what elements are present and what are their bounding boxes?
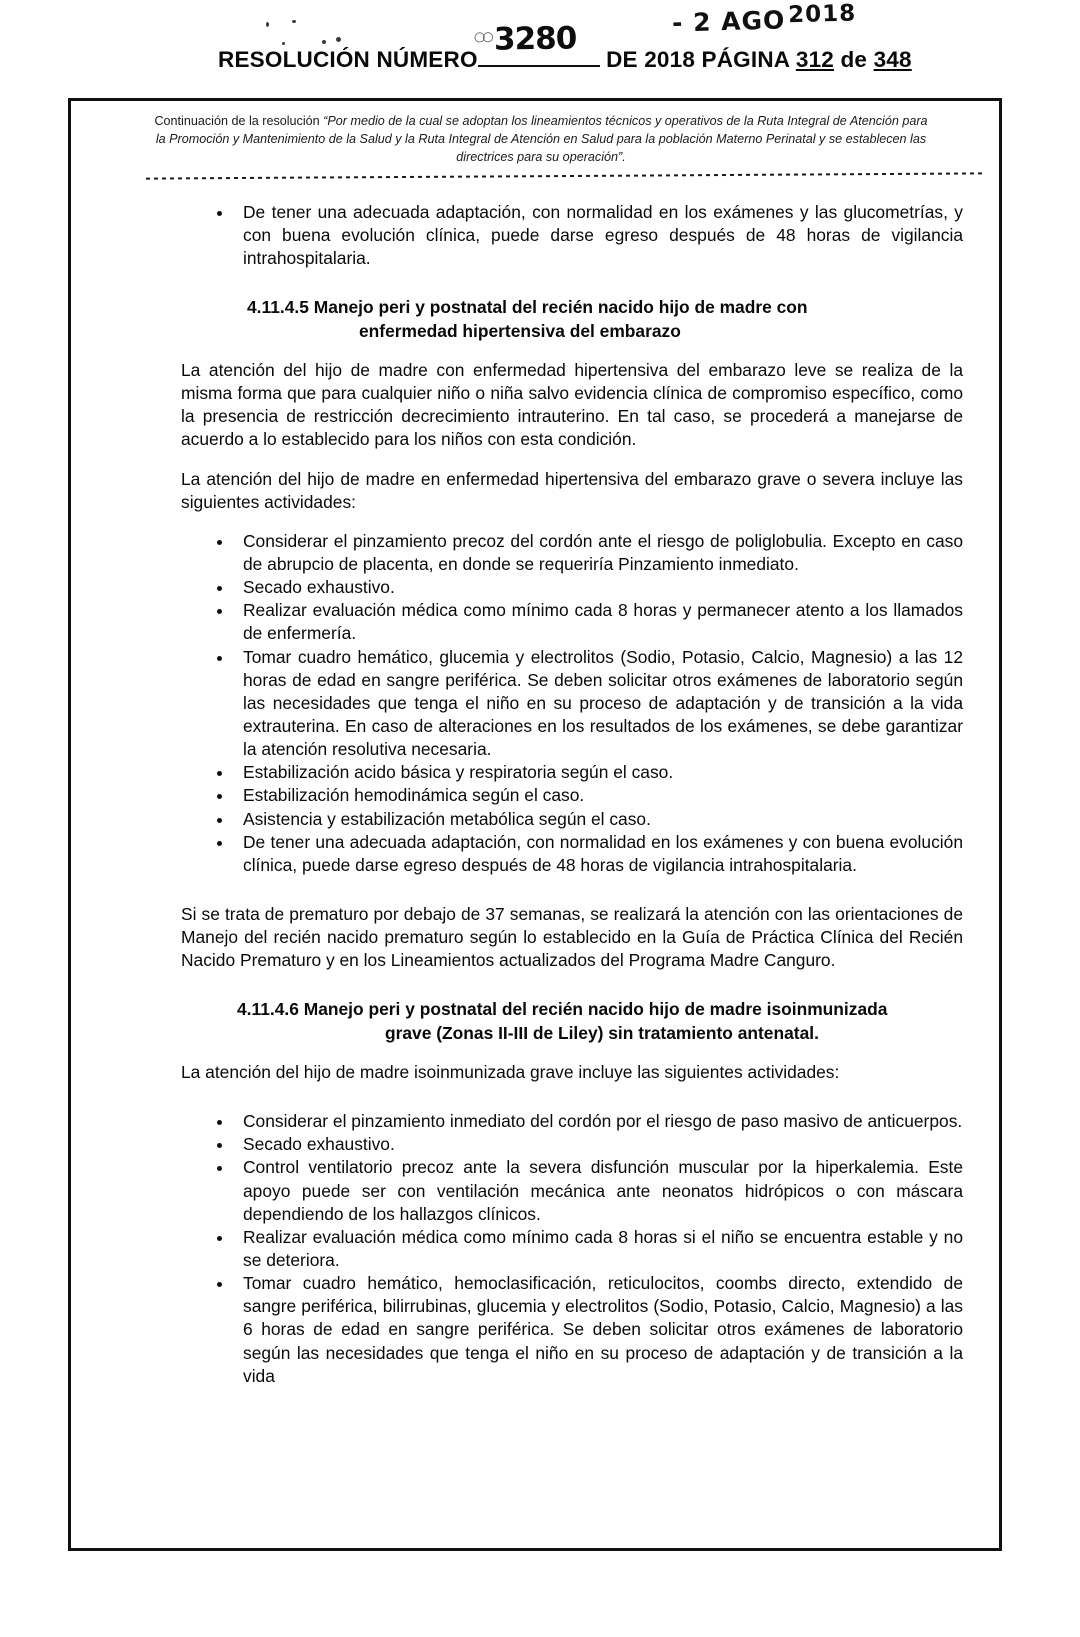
list-item: Considerar el pinzamiento inmediato del cordón por el riesgo de paso masivo de anticuerpos. (181, 1110, 963, 1133)
date-stamp-year: 2018 (787, 0, 857, 29)
resolution-number-slot (478, 20, 600, 67)
paragraph-hipertensiva-leve: La atención del hijo de madre con enfermedad hipertensiva del embarazo leve se realiza de la misma forma que para cualquier niño o niña salvo evidencia clínica de compromiso específico, como la presencia de restricción decrecimiento intrauterino. En tal caso, se procederá a manejarse de acuerdo a lo establecido para los niños con esta condición. (181, 360, 963, 450)
date-stamp (671, 0, 857, 38)
continuation-note (151, 113, 931, 167)
scan-speck (322, 40, 326, 44)
bullet-list-grave (181, 530, 963, 877)
page-current: 312 (795, 47, 834, 72)
heading-line-2: enfermedad hipertensiva del embarazo (359, 320, 681, 341)
list-item: Estabilización acido básica y respiratoria según el caso. (181, 761, 963, 784)
section-heading-4-11-4-6 (237, 998, 963, 1045)
heading-line-1: 4.11.4.5 Manejo peri y postnatal del recién nacido hijo de madre con (247, 297, 808, 318)
list-item: Considerar el pinzamiento precoz del cordón ante el riesgo de poliglobulia. Excepto en caso de abrupcio de placenta, en donde se requeriría Pinzamiento inmediato. (181, 530, 963, 576)
bullet-list-intro (181, 201, 963, 270)
list-item: Control ventilatorio precoz ante la severa disfunción muscular por la hiperkalemia. Este apoyo puede ser con ventilación mecánica ante neonatos hidrópicos o con máscara dependiendo de los hallazgos clínicos. (181, 1156, 963, 1225)
list-item: Tomar cuadro hemático, glucemia y electrolitos (Sodio, Potasio, Calcio, Magnesio) a las 12 horas de edad en sangre periférica. Se deben solicitar otros exámenes de laboratorio según las necesidades que tenga el niño en su proceso de adaptación y de transición a la vida extrauterina. En caso de alteraciones en los resultados de los exámenes, se debe garantizar la atención resolutiva necesaria. (181, 646, 963, 762)
list-item: Realizar evaluación médica como mínimo cada 8 horas si el niño se encuentra estable y no se deteriora. (181, 1226, 963, 1272)
list-item: De tener una adecuada adaptación, con normalidad en los exámenes y las glucometrías, y con buena evolución clínica, puede darse egreso después de 48 horas de vigilancia intrahospitalaria. (181, 201, 963, 270)
list-item: Tomar cuadro hemático, hemoclasificación, reticulocitos, coombs directo, extendido de sangre periférica, bilirrubinas, glucemia y electrolitos (Sodio, Potasio, Calcio, Magnesio) a las 6 horas de edad en sangre periférica. Se deben solicitar otros exámenes de laboratorio según las necesidades que tenga el niño en su proceso de adaptación y de transición a la vida (181, 1272, 963, 1388)
scan-speck (336, 37, 341, 42)
list-item: Secado exhaustivo. (181, 576, 963, 599)
section-heading-4-11-4-5 (247, 296, 963, 343)
dashed-separator (146, 172, 986, 179)
paragraph-isoinmunizada: La atención del hijo de madre isoinmunizada grave incluye las siguientes actividades: (181, 1062, 840, 1083)
paragraph-hipertensiva-grave: La atención del hijo de madre en enfermedad hipertensiva del embarazo grave o severa incluye las siguientes actividades: (181, 468, 963, 512)
scan-speck (266, 22, 269, 27)
document-body (181, 201, 963, 1404)
date-stamp-text: - 2 AGO (671, 5, 786, 38)
list-item: Asistencia y estabilización metabólica según el caso. (181, 808, 963, 831)
resolution-number-stamp: ○○ 3280 (493, 20, 576, 57)
heading-line-2: grave (Zonas II-III de Liley) sin tratamiento antenatal. (385, 1022, 819, 1043)
page-total: 348 (873, 47, 912, 72)
page-connector: de (840, 47, 868, 72)
scan-speck (292, 20, 296, 23)
list-item: Estabilización hemodinámica según el caso. (181, 784, 963, 807)
paragraph-prematuro: Si se trata de prematuro por debajo de 37 semanas, se realizará la atención con las orientaciones de Manejo del recién nacido prematuro según lo establecido en la Guía de Práctica Clínica del Recién Nacido Prematuro y en los Lineamientos actualizados del Programa Madre Canguro. (181, 904, 963, 971)
continuation-lead: Continuación de la resolución (154, 114, 320, 128)
bullet-list-isoinmunizada (181, 1110, 963, 1388)
list-item: Realizar evaluación médica como mínimo cada 8 horas y permanecer atento a los llamados de enfermería. (181, 599, 963, 645)
heading-line-1: 4.11.4.6 Manejo peri y postnatal del recién nacido hijo de madre isoinmunizada (237, 999, 888, 1020)
continuation-quote: “Por medio de la cual se adoptan los lineamientos técnicos y operativos de la Ruta Integral de Atención para la Promoción y Mantenimiento de la Salud y la Ruta Integral de Atención en Salud para la población Materno Perinatal y se establecen las directrices para su operación”. (155, 114, 928, 164)
list-item: Secado exhaustivo. (181, 1133, 963, 1156)
list-item: De tener una adecuada adaptación, con normalidad en los exámenes y con buena evolución clínica, puede darse egreso después de 48 horas de vigilancia intrahospitalaria. (181, 831, 963, 877)
resolution-label: RESOLUCIÓN NÚMERO (218, 47, 478, 72)
page-frame (68, 98, 1002, 1551)
resolution-middle: DE 2018 PÁGINA (606, 47, 790, 72)
